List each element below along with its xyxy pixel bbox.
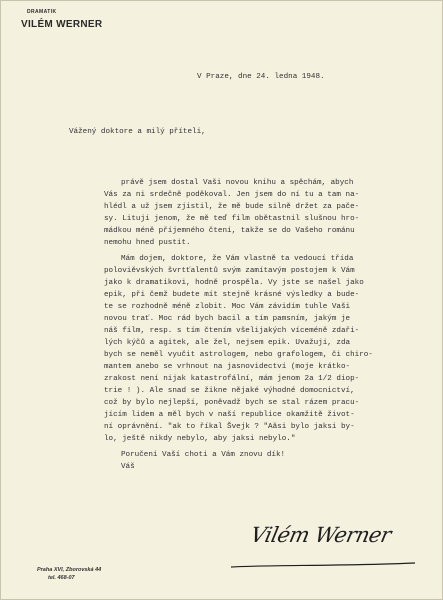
body-line: zrakost není nijak katastrofální, mám jenom 2a 1/2 diop-	[104, 375, 360, 383]
body-line: te se rozhodně méně zlobit. Moc Vám závidím tuhle Vaši	[104, 303, 351, 311]
footer-address: Praha XVI, Zborovská 44	[37, 567, 102, 573]
body-line: ní oprávnění. "ak to říkal Švejk ? "Aăsi bylo jaksi by-	[104, 423, 355, 431]
body-line: hlédl a už jsem zjistil, že mě bude silně držet za pače-	[104, 203, 360, 211]
body-line: lo, ještě nikdy nebylo, aby jaksi nebylo."	[104, 435, 296, 443]
body-line: sy. Lituji jenom, že mě teď film obětastnil slušnou hro-	[104, 215, 360, 223]
date-line: V Praze, dne 24. ledna 1948.	[197, 73, 325, 81]
letterhead-title: DRAMATIK	[27, 9, 57, 15]
body-line: Poručení Vaší choti a Vám znovu dík!	[121, 451, 286, 459]
body-line: náš film, resp. s tím čtením všelijakých víceméně zdaři-	[104, 327, 360, 335]
body-line: novou trať. Moc rád bych bacil a tím pamsním, jakým je	[104, 315, 351, 323]
body-line: Váš	[121, 463, 135, 471]
signature: Vilém Werner	[248, 523, 394, 547]
body-line: právě jsem dostal Vaši novou knihu a spěchám, abych	[121, 179, 354, 187]
body-line: poloviěvských švrtťalentů svým zamítavým postojem k Vám	[104, 267, 355, 275]
body-line: epik, při čemž budete mít stejně krásné výsledky a bude-	[104, 291, 360, 299]
letterhead-name: VILÉM WERNER	[21, 19, 103, 30]
body-line: jícím lidem a měl bych v naší republice okamžitě život-	[104, 411, 355, 419]
body-line: bych se neměl vyučit astrologem, nebo grafologem, či chiro-	[104, 351, 373, 359]
body-line: Mám dojem, doktore, že Vám vlastně ta vedoucí třída	[121, 255, 354, 263]
footer-phone: tel. 468-07	[48, 575, 75, 581]
body-line: Vás za ni srdečně poděkoval. Jen jsem do ní tu a tam na-	[104, 191, 360, 199]
body-line: lých kýčů a agitek, ale žel, nejsem epik. Uvažuji, zda	[104, 339, 351, 347]
body-line: trie ! ). Ale snad se žikne nějaké výhodné domocnictví,	[104, 387, 355, 395]
body-line: mantem anebo se vrhnout na jasnovidectví (moje krátko-	[104, 363, 351, 371]
body-line: což by bylo nejlepší, poněvadž bych se stal rázem pracu-	[104, 399, 360, 407]
body-line: jako k dramatikovi, hodně prospěla. Vy jste se našel jako	[104, 279, 364, 287]
body-line: nemohu hned pustit.	[104, 239, 191, 247]
salutation: Vážený doktore a milý příteli,	[69, 128, 206, 136]
body-line: mádkou méně příjemného čtení, takže se do Vašeho románu	[104, 227, 355, 235]
